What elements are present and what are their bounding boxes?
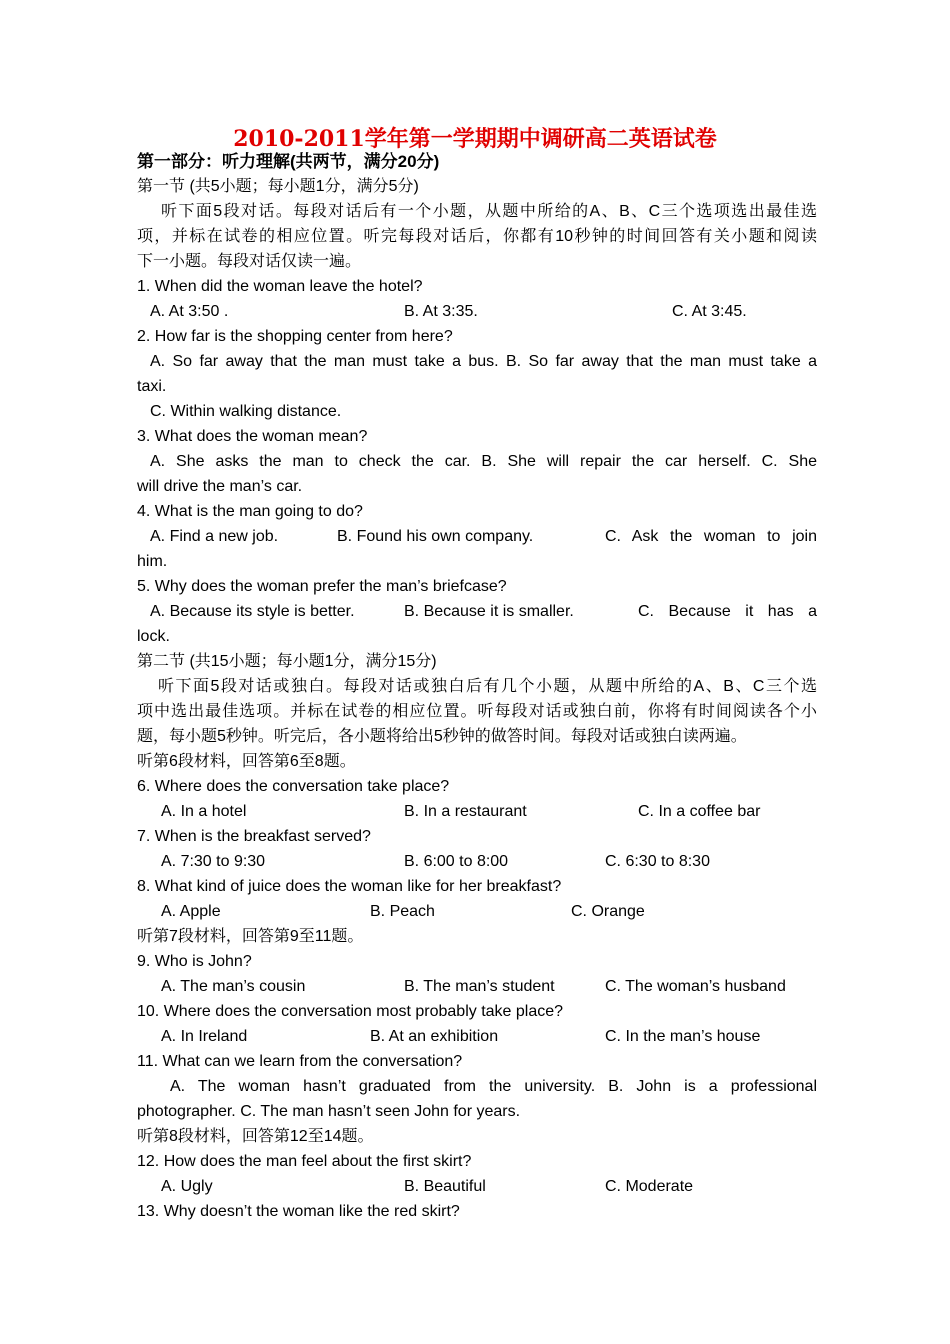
question-7: 7. When is the breakfast served? bbox=[137, 828, 371, 845]
question-1: 1. When did the woman leave the hotel? bbox=[137, 278, 423, 295]
material-8-heading: 听第8段材料，回答第12至14题。 bbox=[137, 1128, 374, 1145]
option-c: C. Within walking distance. bbox=[150, 403, 342, 420]
option-b: B. Peach bbox=[370, 903, 435, 920]
option-a: A. Ugly bbox=[161, 1178, 213, 1195]
question-9: 9. Who is John? bbox=[137, 953, 252, 970]
option-b: B. In a restaurant bbox=[404, 803, 527, 820]
question-7-options bbox=[137, 849, 817, 874]
exam-title: 2010-2011学年第一学期期中调研高二英语试卷 bbox=[233, 126, 717, 152]
question-4: 4. What is the man going to do? bbox=[137, 503, 363, 520]
question-8-options bbox=[137, 899, 817, 924]
question-1-options bbox=[137, 299, 817, 324]
question-6-options bbox=[137, 799, 817, 824]
option-a: A. Find a new job. bbox=[150, 528, 279, 545]
option-b: B. Because it is smaller. bbox=[404, 603, 574, 620]
option-b: B. At an exhibition bbox=[370, 1028, 499, 1045]
option-b: B. Found his own company. bbox=[337, 528, 534, 545]
section2-instruction: 听下面5段对话或独白。每段对话或独白后有几个小题，从题中所给的A、B、C三个选 bbox=[158, 678, 817, 695]
part1-heading: 第一部分：听力理解(共两节，满分20分) bbox=[137, 152, 440, 171]
question-2-options-cont: taxi. bbox=[137, 378, 167, 395]
question-3: 3. What does the woman mean? bbox=[137, 428, 368, 445]
option-a: A. 7:30 to 9:30 bbox=[161, 853, 266, 870]
option-a: A. The man’s cousin bbox=[161, 978, 306, 995]
option-c: C. Orange bbox=[571, 903, 645, 920]
option-c: C. 6:30 to 8:30 bbox=[605, 853, 710, 870]
option-a: A. In Ireland bbox=[161, 1028, 248, 1045]
question-4-options bbox=[137, 524, 817, 549]
section2-heading: 第二节 (共15小题；每小题1分，满分15分) bbox=[137, 653, 437, 670]
question-12: 12. How does the man feel about the first skirt? bbox=[137, 1153, 472, 1170]
question-2-options: A. So far away that the man must take a bus. B. So far away that the man must take a bbox=[150, 353, 817, 370]
question-13: 13. Why doesn’t the woman like the red skirt? bbox=[137, 1203, 460, 1220]
option-b: B. At 3:35. bbox=[404, 303, 478, 320]
question-11-options: A. The woman hasn’t graduated from the university. B. John is a professional bbox=[170, 1078, 817, 1095]
question-5-options bbox=[137, 599, 817, 624]
material-7-heading: 听第7段材料，回答第9至11题。 bbox=[137, 928, 364, 945]
question-4-options-cont: him. bbox=[137, 553, 168, 570]
option-c: C. At 3:45. bbox=[672, 303, 747, 320]
option-c: C. Ask the woman to join bbox=[605, 528, 817, 545]
option-a: A. Apple bbox=[161, 903, 221, 920]
question-10-options bbox=[137, 1024, 817, 1049]
option-a: A. Because its style is better. bbox=[150, 603, 355, 620]
option-c: C. In a coffee bar bbox=[638, 803, 761, 820]
question-11: 11. What can we learn from the conversation? bbox=[137, 1053, 463, 1070]
option-a: A. In a hotel bbox=[161, 803, 247, 820]
option-b: B. Beautiful bbox=[404, 1178, 486, 1195]
section1-instruction: 项，并标在试卷的相应位置。听完每段对话后，你都有10秒钟的时间回答有关小题和阅读 bbox=[137, 228, 817, 245]
question-6: 6. Where does the conversation take place? bbox=[137, 778, 450, 795]
option-c: C. The woman’s husband bbox=[605, 978, 786, 995]
option-b: B. The man’s student bbox=[404, 978, 555, 995]
question-10: 10. Where does the conversation most probably take place? bbox=[137, 1003, 564, 1020]
question-9-options bbox=[137, 974, 817, 999]
option-c: C. In the man’s house bbox=[605, 1028, 761, 1045]
question-2: 2. How far is the shopping center from here? bbox=[137, 328, 453, 345]
option-c: C. Because it has a bbox=[638, 603, 817, 620]
section1-instruction: 下一小题。每段对话仅读一遍。 bbox=[137, 253, 362, 270]
section2-instruction: 题，每小题5秒钟。听完后，各小题将给出5秒钟的做答时间。每段对话或独白读两遍。 bbox=[137, 728, 747, 745]
option-b: B. 6:00 to 8:00 bbox=[404, 853, 509, 870]
question-3-options: A. She asks the man to check the car. B. She will repair the car herself. C. She bbox=[150, 453, 817, 470]
section2-instruction: 项中选出最佳选项。并标在试卷的相应位置。听每段对话或独白前，你将有时间阅读各个小 bbox=[137, 703, 817, 720]
section1-instruction: 听下面5段对话。每段对话后有一个小题，从题中所给的A、B、C三个选项选出最佳选 bbox=[161, 203, 817, 220]
material-6-heading: 听第6段材料，回答第6至8题。 bbox=[137, 753, 356, 770]
question-12-options bbox=[137, 1174, 817, 1199]
question-3-options-cont: will drive the man’s car. bbox=[137, 478, 303, 495]
option-c: C. Moderate bbox=[605, 1178, 694, 1195]
section1-heading: 第一节 (共5小题；每小题1分，满分5分) bbox=[137, 178, 419, 195]
question-8: 8. What kind of juice does the woman like for her breakfast? bbox=[137, 878, 562, 895]
question-5: 5. Why does the woman prefer the man’s briefcase? bbox=[137, 578, 507, 595]
question-11-options-cont: photographer. C. The man hasn’t seen John for years. bbox=[137, 1103, 521, 1120]
question-5-options-cont: lock. bbox=[137, 628, 170, 645]
option-a: A. At 3:50 . bbox=[150, 303, 229, 320]
